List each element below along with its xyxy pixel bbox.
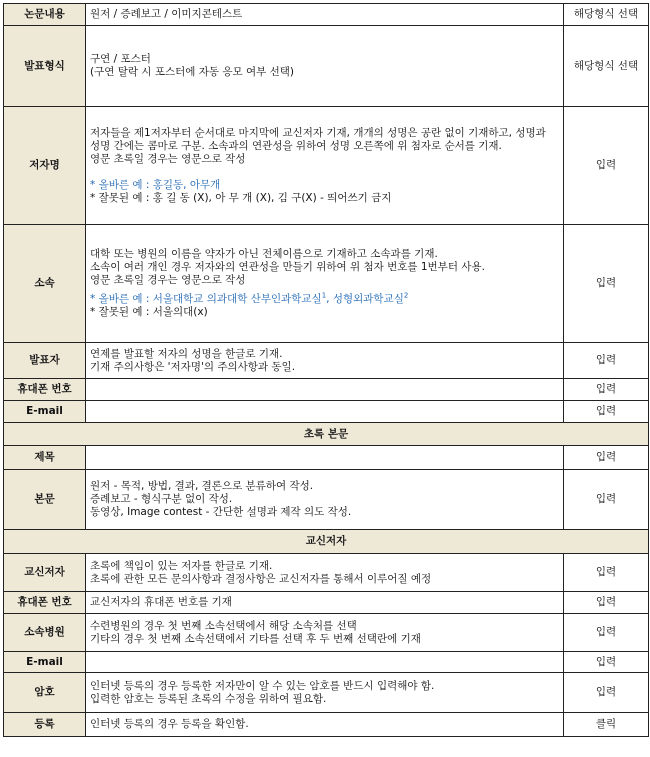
content-paragraph: 저자들을 제1저자부터 순서대로 마지막에 교신저자 기재, 개개의 성명은 공란 없이 기재하고, 성명과 성명 간에는 콤마로 구분. 소속과의 연관성을 위하여 성명 오른쪽에 위 첨자로 순서를 기재. <box>90 126 546 152</box>
good-example-text: , 성형외과학교실 <box>326 293 404 305</box>
table-row <box>4 713 649 737</box>
row-action: 입력 <box>564 652 649 673</box>
row-content <box>86 343 564 379</box>
row-content <box>86 225 564 343</box>
table-row <box>4 225 649 343</box>
content-line: (구연 탈락 시 포스터에 자동 응모 여부 선택) <box>90 66 294 78</box>
table-row <box>4 401 649 423</box>
row-label: 발표자 <box>4 343 86 379</box>
content-line: 영문 초록일 경우는 영문으로 작성 <box>90 274 246 286</box>
content-line: 대학 또는 병원의 이름을 약자가 아닌 전체이름으로 기재하고 소속과를 기재. <box>90 248 438 260</box>
row-action: 입력 <box>564 343 649 379</box>
content-line: 입력한 암호는 등록된 초록의 수정을 위하여 필요함. <box>90 692 327 705</box>
table-row <box>4 673 649 713</box>
content-line: 증례보고 - 형식구분 없이 작성. <box>90 493 233 505</box>
spacer <box>90 166 559 179</box>
row-action: 입력 <box>564 446 649 470</box>
row-content <box>86 652 564 673</box>
row-content: 인터넷 등록의 경우 등록을 확인함. <box>86 713 564 737</box>
table-row <box>4 379 649 401</box>
content-line: 기타의 경우 첫 번째 소속선택에서 기타를 선택 후 두 번째 선택란에 기재 <box>90 632 421 645</box>
good-example-text: * 올바른 예 : 서울대학교 의과대학 산부인과학교실 <box>90 293 322 305</box>
row-action: 입력 <box>564 554 649 592</box>
row-content <box>86 401 564 423</box>
row-label: E-mail <box>4 652 86 673</box>
row-label: 논문내용 <box>4 4 86 26</box>
row-action: 입력 <box>564 592 649 614</box>
row-content <box>86 446 564 470</box>
superscript: 1 <box>321 291 327 300</box>
row-action: 입력 <box>564 614 649 652</box>
content-line: 수련병원의 경우 첫 번째 소속선택에서 해당 소속처를 선택 <box>90 619 357 632</box>
bad-example: * 잘못된 예 : 서울의대(x) <box>90 306 208 318</box>
section-header-row <box>4 423 649 446</box>
row-content: 원저 / 증례보고 / 이미지콘테스트 <box>86 4 564 26</box>
row-action: 입력 <box>564 225 649 343</box>
bad-example: * 잘못된 예 : 홍 길 동 (X), 아 무 개 (X), 김 구(X) - 띄어쓰기 금지 <box>90 191 392 204</box>
row-label: 제목 <box>4 446 86 470</box>
content-line: 초록에 책임이 있는 저자를 한글로 기재. <box>90 559 273 572</box>
abstract-submission-table <box>3 3 649 737</box>
section-title: 초록 본문 <box>4 423 649 446</box>
content-line: 연제를 발표할 저자의 성명을 한글로 기재. <box>90 347 283 360</box>
row-content <box>86 107 564 225</box>
content-line: 인터넷 등록의 경우 등록한 저자만이 알 수 있는 암호를 반드시 입력해야 함. <box>90 679 435 692</box>
row-content <box>86 673 564 713</box>
row-label: 교신저자 <box>4 554 86 592</box>
table-row <box>4 614 649 652</box>
content-line: 원저 - 목적, 방법, 결과, 결론으로 분류하여 작성. <box>90 480 314 492</box>
row-content <box>86 26 564 107</box>
section-title: 교신저자 <box>4 530 649 554</box>
section-header-row <box>4 530 649 554</box>
table-row <box>4 4 649 26</box>
row-action: 해당형식 선택 <box>564 26 649 107</box>
table-row <box>4 554 649 592</box>
table-row <box>4 470 649 530</box>
row-content <box>86 379 564 401</box>
table-row <box>4 652 649 673</box>
content-line: 초록에 관한 모든 문의사항과 결정사항은 교신저자를 통해서 이루어질 예정 <box>90 572 432 585</box>
content-line: 동영상, Image contest - 간단한 설명과 제작 의도 작성. <box>90 506 352 518</box>
row-label: 암호 <box>4 673 86 713</box>
row-label: 소속병원 <box>4 614 86 652</box>
row-content <box>86 554 564 592</box>
row-label: 발표형식 <box>4 26 86 107</box>
row-action: 입력 <box>564 107 649 225</box>
content-line: 영문 초록일 경우는 영문으로 작성 <box>90 152 246 165</box>
row-label: 소속 <box>4 225 86 343</box>
content-line: 기재 주의사항은 '저자명'의 주의사항과 동일. <box>90 360 296 373</box>
row-content: 교신저자의 휴대폰 번호를 기재 <box>86 592 564 614</box>
row-label: 휴대폰 번호 <box>4 379 86 401</box>
superscript: 2 <box>403 291 409 300</box>
table-row <box>4 26 649 107</box>
table-row <box>4 446 649 470</box>
row-label: 본문 <box>4 470 86 530</box>
table-row <box>4 343 649 379</box>
table-row <box>4 592 649 614</box>
content-line: 소속이 여러 개인 경우 저자와의 연관성을 만들기 위하여 위 첨자 번호를 1번부터 사용. <box>90 261 485 273</box>
good-example <box>90 293 559 306</box>
row-content <box>86 470 564 530</box>
row-action: 입력 <box>564 379 649 401</box>
row-action: 입력 <box>564 673 649 713</box>
row-action: 클릭 <box>564 713 649 737</box>
row-label: 저자명 <box>4 107 86 225</box>
content-line: 구연 / 포스터 <box>90 53 151 65</box>
row-action: 입력 <box>564 470 649 530</box>
row-action: 해당형식 선택 <box>564 4 649 26</box>
row-label: E-mail <box>4 401 86 423</box>
row-action: 입력 <box>564 401 649 423</box>
row-content <box>86 614 564 652</box>
row-label: 등록 <box>4 713 86 737</box>
row-label: 휴대폰 번호 <box>4 592 86 614</box>
good-example: * 올바른 예 : 홍길동, 아무개 <box>90 178 221 191</box>
table-row <box>4 107 649 225</box>
